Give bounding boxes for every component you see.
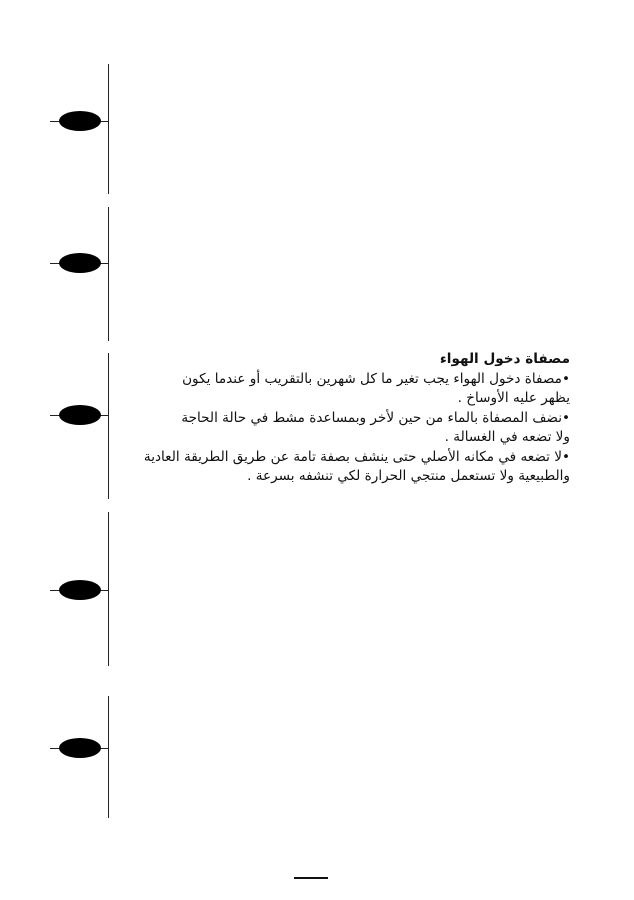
sidebar-divider-3 — [108, 353, 109, 499]
instruction-line: والطبيعية ولا تستعمل منتجي الحرارة لكي تنشفه بسرعة . — [247, 468, 570, 484]
chapter-tab-3 — [59, 405, 101, 425]
instruction-line: •مصفاة دخول الهواء يجب تغير ما كل شهرين بالتقريب أو عندما يكون — [182, 370, 570, 387]
instruction-line: •لا تضعه في مكانه الأصلي حتى ينشف بصفة تامة عن طريق الطريقة العادية — [143, 448, 570, 465]
page-footer-rule — [294, 877, 328, 879]
sidebar-divider-4 — [108, 512, 109, 666]
instruction-line: •نضف المصفاة بالماء من حين لأخر وبمساعدة مشط في حالة الحاجة — [181, 409, 570, 426]
instruction-line: ولا تضعه في الغسالة . — [444, 429, 570, 445]
chapter-tab-4 — [59, 580, 101, 600]
sidebar-divider-2 — [108, 207, 109, 341]
air-filter-section — [143, 350, 570, 487]
chapter-tab-5 — [59, 738, 101, 758]
chapter-tab-2 — [59, 253, 101, 273]
chapter-tab-1 — [59, 111, 101, 131]
sidebar-divider-5 — [108, 696, 109, 818]
instruction-line: يظهر عليه الأوساخ . — [457, 390, 570, 406]
section-title: مصفاة دخول الهواء — [439, 351, 570, 367]
sidebar-divider-1 — [108, 64, 109, 194]
